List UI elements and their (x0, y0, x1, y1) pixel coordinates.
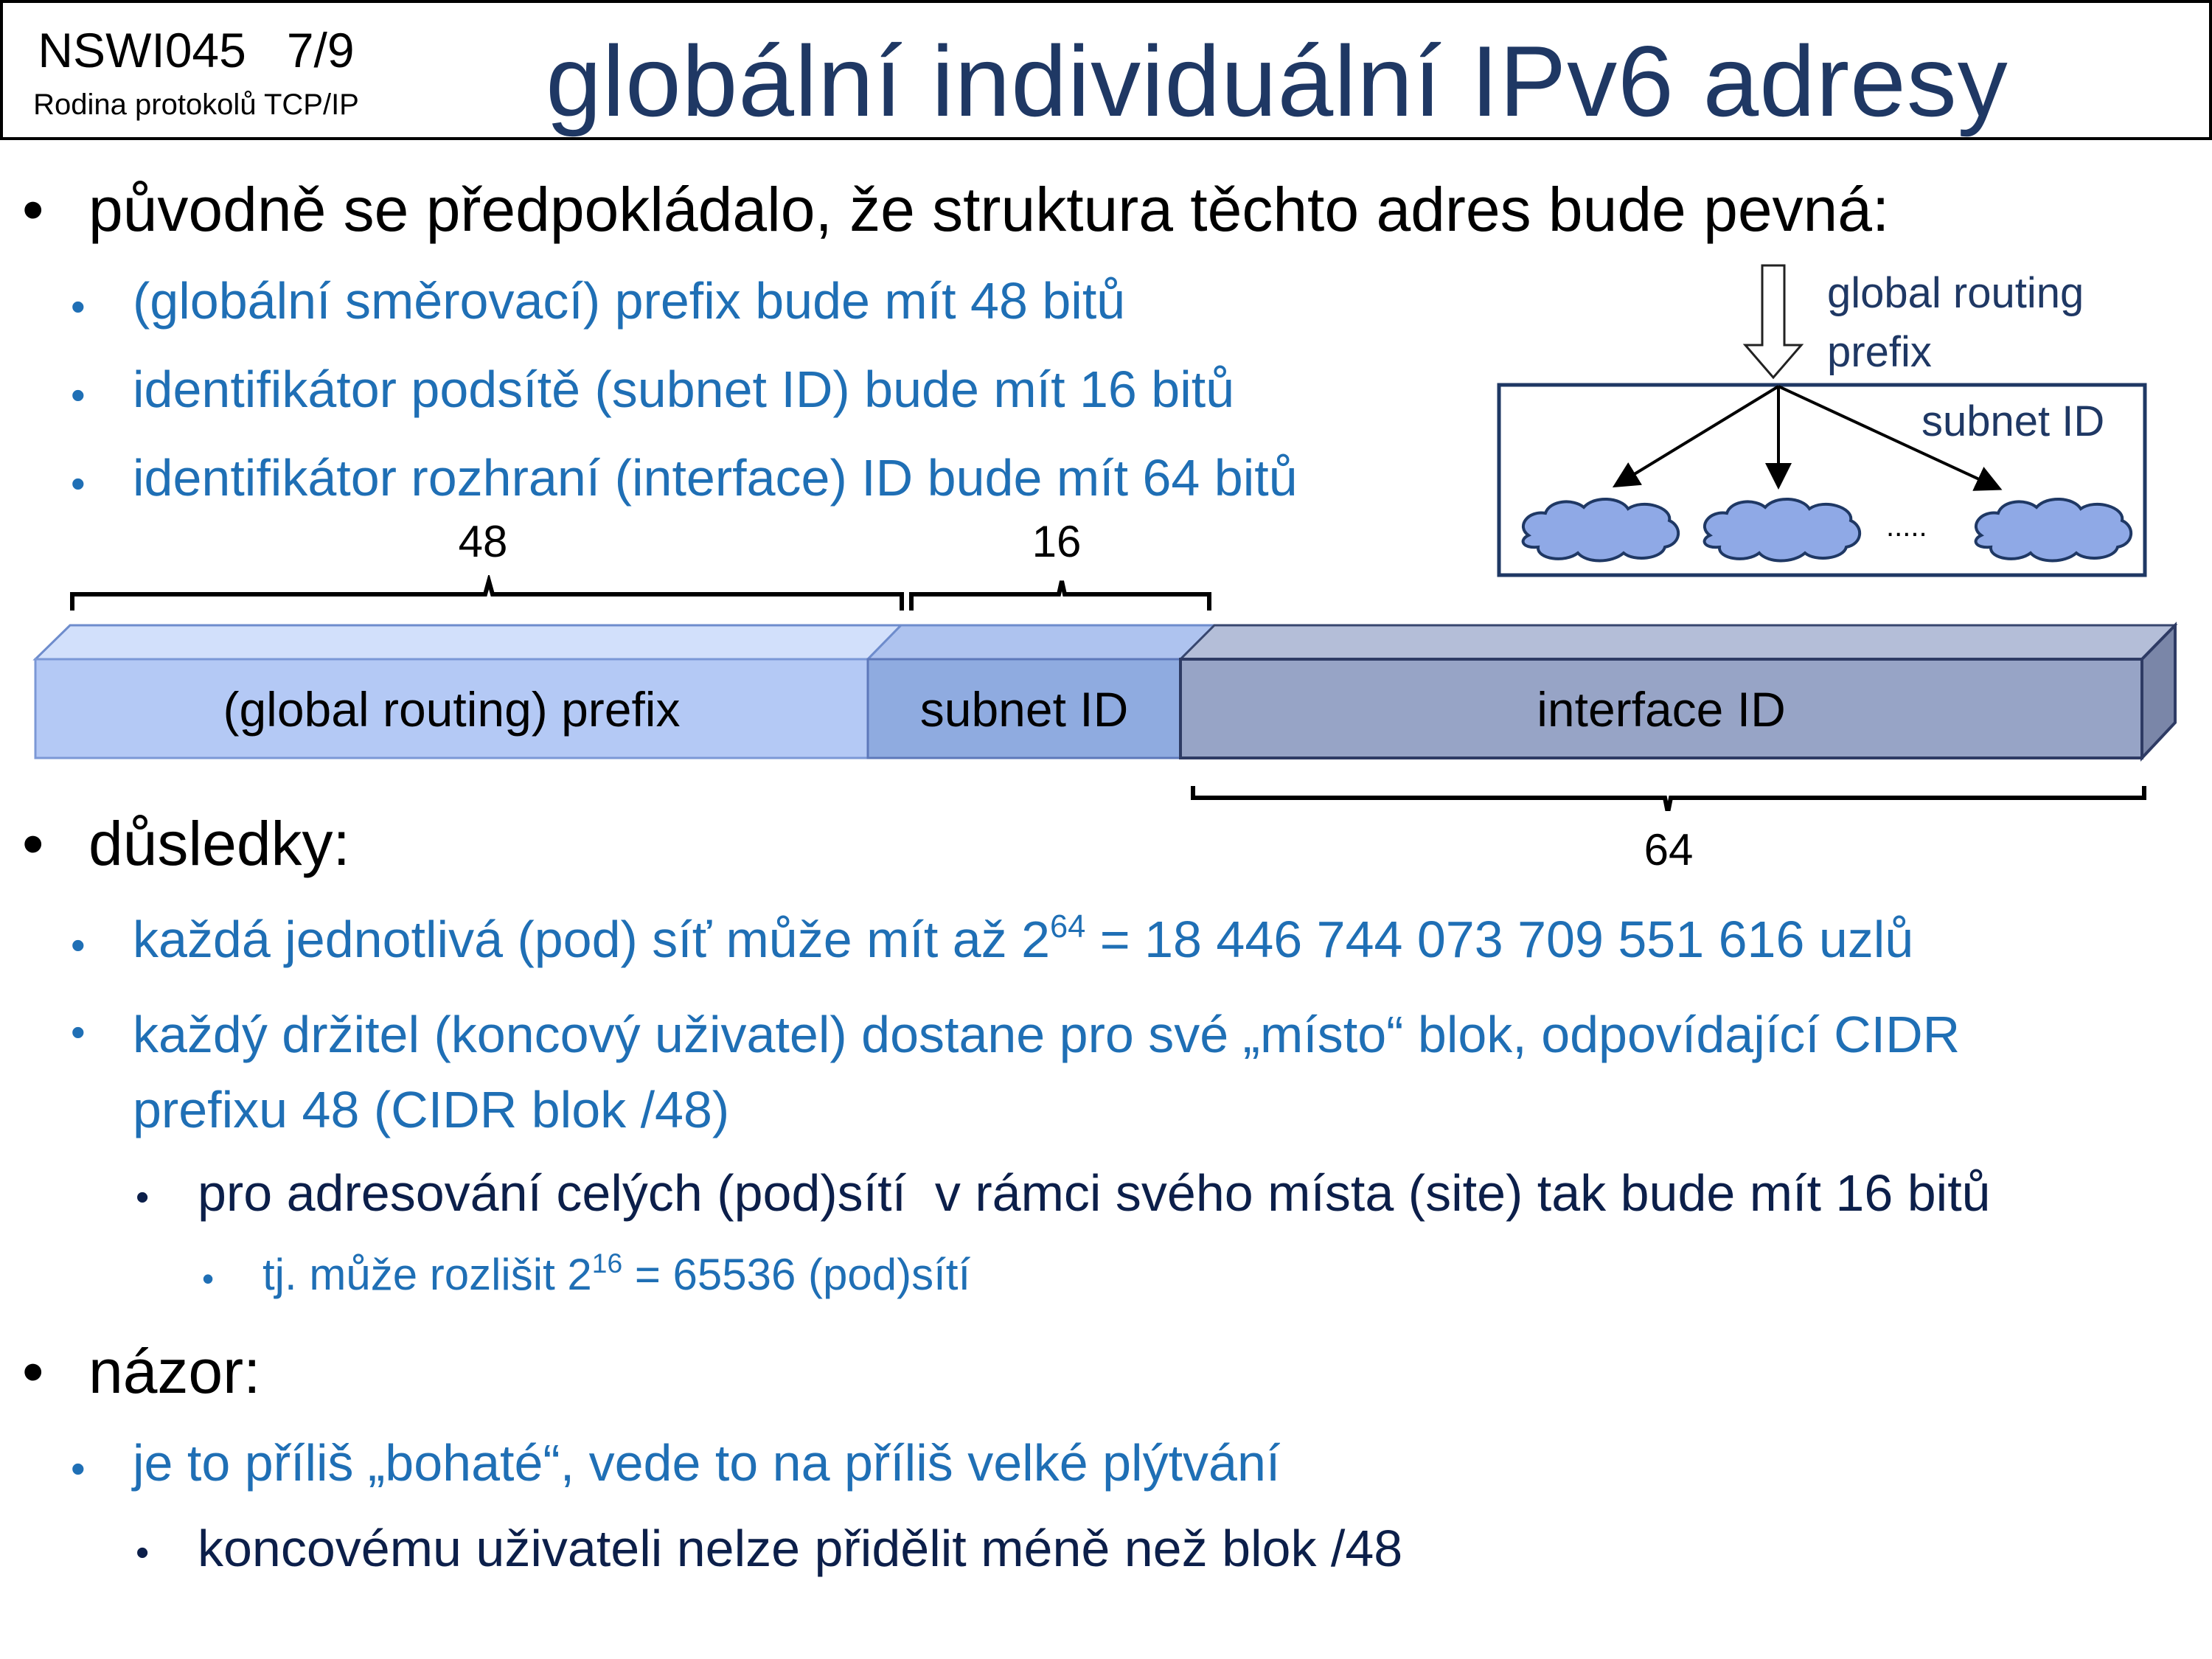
prefix-top (35, 625, 901, 659)
bullet: • (202, 1259, 215, 1298)
section3-heading-text: názor: (88, 1337, 261, 1406)
section3-item (71, 1433, 1281, 1492)
section1-heading-text: původně se předpokládalo, že struktura těchto adres bude pevná: (88, 175, 1890, 244)
brace-16 (911, 581, 1209, 611)
slide-title: globální individuální IPv6 adresy (546, 25, 2008, 137)
bullet: • (71, 283, 86, 330)
bullet: • (22, 175, 44, 244)
bullet: • (71, 460, 86, 507)
arrow-label-line1: global routing (1827, 269, 2084, 317)
section2-item-1-exp: 64 (1050, 909, 1086, 945)
bullet: • (71, 372, 86, 418)
section1-item-1-text: (globální směrovací) prefix bude mít 48 bitů (133, 272, 1126, 330)
bullet: • (136, 1176, 150, 1219)
section1-heading (22, 174, 1890, 246)
brace-label-64: 64 (1644, 825, 1694, 874)
bullet: • (136, 1531, 150, 1574)
section1-item-3-text: identifikátor rozhraní (interface) ID bude mít 64 bitů (133, 449, 1298, 507)
section2-subsub-before: tj. může rozlišit 2 (262, 1250, 592, 1299)
subnet-label: subnet ID (919, 682, 1129, 737)
section1-item-1 (71, 271, 1126, 330)
section2-item-2 (71, 997, 1961, 1147)
brace-48 (72, 581, 902, 611)
bullet: • (22, 1337, 44, 1406)
bullet: • (22, 809, 44, 878)
title-box (389, 0, 2212, 140)
prefix-label: (global routing) prefix (223, 682, 681, 737)
section3-sub-item-text: koncovému uživateli nelze přidělit méně než blok /48 (198, 1520, 1403, 1577)
arrow-label (1827, 264, 2084, 382)
section1-item-3 (71, 448, 1298, 507)
section3-sub-item (136, 1519, 1403, 1578)
bullet: • (71, 1445, 86, 1492)
arrow-label-line2: prefix (1827, 328, 1932, 376)
section2-item-1-after: = 18 446 744 073 709 551 616 uzlů (1085, 911, 1914, 968)
interface-label: interface ID (1537, 682, 1786, 737)
course-name: Rodina protokolů TCP/IP (33, 88, 359, 121)
section2-subsub-exp: 16 (591, 1247, 623, 1279)
interface-top (1180, 625, 2175, 659)
arrow-down-icon (1745, 265, 1801, 378)
bullet: • (71, 922, 86, 968)
course-code: NSWI045 7/9 (38, 23, 355, 77)
section2-subsub-item (202, 1247, 971, 1300)
section2-item-2-line1: každý držitel (koncový uživatel) dostane pro své „místo“ blok, odpovídající CIDR (133, 1006, 1961, 1063)
section2-item-1-before: každá jednotlivá (pod) síť může mít až 2 (133, 911, 1051, 968)
subnet-top (868, 625, 1214, 659)
section2-heading-text: důsledky: (88, 809, 350, 878)
ellipsis: ..... (1886, 510, 1927, 543)
bullet: • (71, 1009, 86, 1055)
section2-item-1 (71, 909, 1914, 969)
section3-item-text: je to příliš „bohaté“, vede to na příliš velké plýtvání (133, 1434, 1281, 1492)
subnet-box-label: subnet ID (1921, 397, 2105, 445)
brace-label-48: 48 (458, 517, 508, 566)
section3-heading (22, 1336, 261, 1408)
section1-item-2-text: identifikátor podsítě (subnet ID) bude mít 16 bitů (133, 361, 1235, 418)
brace-label-16: 16 (1032, 517, 1082, 566)
section2-subsub-after: = 65536 (pod)sítí (622, 1250, 971, 1299)
section1-item-2 (71, 360, 1235, 419)
brace-64 (1193, 786, 2144, 811)
section2-sub-item (136, 1164, 1991, 1222)
course-box (0, 0, 392, 140)
section2-heading (22, 808, 350, 880)
section2-sub-item-text: pro adresování celých (pod)sítí v rámci svého místa (site) tak bude mít 16 bitů (198, 1164, 1991, 1222)
section2-item-2-line2: prefixu 48 (CIDR blok /48) (133, 1081, 730, 1138)
